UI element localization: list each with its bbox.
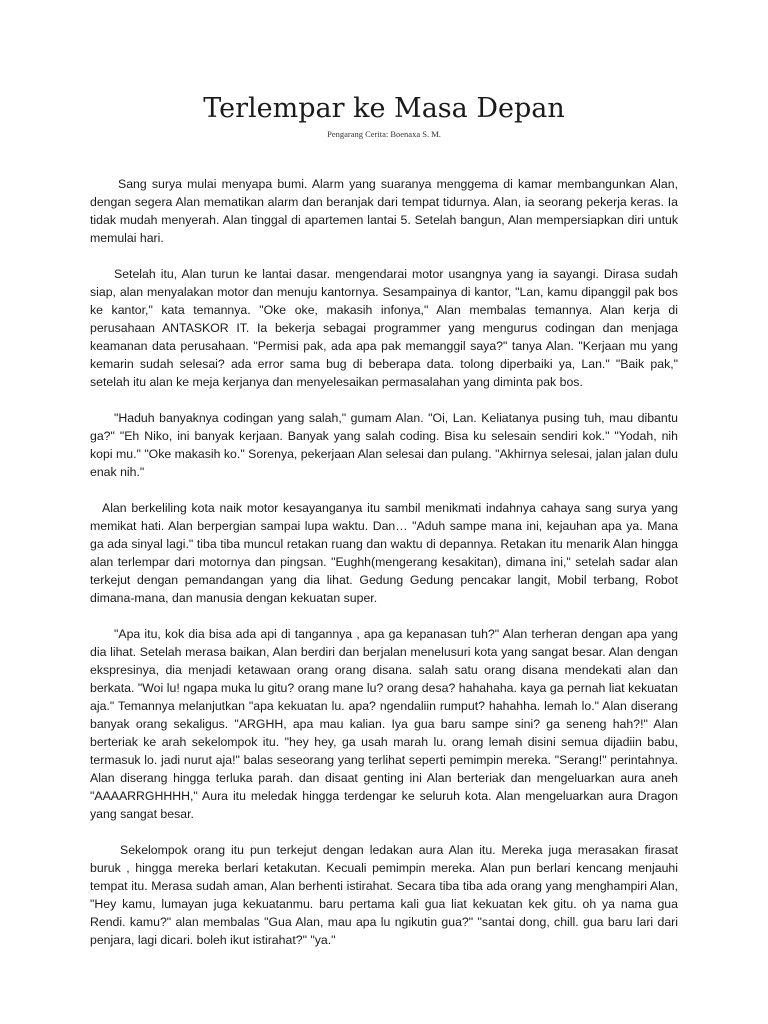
paragraph-3: "Haduh banyaknya codingan yang salah," gumam Alan. "Oi, Lan. Keliatanya pusing tuh, mau dibantu ga?" "Eh Niko, ini banyak kerjaan. Banyak yang salah coding. Bisa ku selesain sendiri kok." "Yodah, nih kopi mu." "Oke makasih ko." Sorenya, pekerjaan Alan selesai dan pulang. "Akhirnya selesai, jalan jalan dulu enak nih." bbox=[90, 411, 678, 479]
paragraph-5: "Apa itu, kok dia bisa ada api di tangannya , apa ga kepanasan tuh?" Alan terheran dengan apa yang dia lihat. Setelah merasa baikan, Alan berdiri dan berjalan menelusuri kota yang sangat besar. Alan dengan ekspresinya, dia menjadi ketawaan orang orang disana. salah satu orang disana mendekati alan dan berkata. "Woi lu! ngapa muka lu gitu? orang mane lu? orang desa? hahahaha. kaya ga pernah liat kekuatan aja." Temannya melanjutkan "apa kekuatan lu. apa? ngendaliin rumput? hahahha. lemah lo." Alan diserang banyak orang sekaligus. "ARGHH, apa mau kalian. Iya gua baru sampe sini? ga seneng hah?!" Alan berteriak ke arah sekelompok itu. "hey hey, ga usah marah lu. orang lemah disini semua dijadiin babu, termasuk lo. jadi nurut aja!" balas seseorang yang terlihat seperti pemimpin mereka. "Serang!" perintahnya. Alan diserang hingga terluka parah. dan disaat genting ini Alan berteriak dan mengeluarkan aura aneh "AAAARRGHHHH," Aura itu meledak hingga terdengar ke seluruh kota. Alan mengeluarkan aura Dragon yang sangat besar. bbox=[90, 627, 678, 821]
story-body bbox=[90, 175, 678, 949]
document-title: Terlempar ke Masa Depan bbox=[203, 93, 565, 124]
paragraph-1: Sang surya mulai menyapa bumi. Alarm yang suaranya menggema di kamar membangunkan Alan, dengan segera Alan mematikan alarm dan beranjak dari tempat tidurnya. Alan, ia seorang pekerja keras. Ia tidak mudah menyerah. Alan tinggal di apartemen lantai 5. Setelah bangun, Alan mempersiapkan diri untuk memulai hari. bbox=[90, 177, 678, 245]
paragraph-4: Alan berkeliling kota naik motor kesayanganya itu sambil menikmati indahnya cahaya sang surya yang memikat hati. Alan berpergian sampai lupa waktu. Dan… "Aduh sampe mana ini, kejauhan apa ya. Mana ga ada sinyal lagi." tiba tiba muncul retakan ruang dan waktu di depannya. Retakan itu menarik Alan hingga alan terlempar dari motornya dan pingsan. "Eughh(mengerang kesakitan), dimana ini," setelah sadar alan terkejut dengan pemandangan yang dia lihat. Gedung Gedung pencakar langit, Mobil terbang, Robot dimana-mana, dan manusia dengan kekuatan super. bbox=[90, 501, 678, 605]
author-line: Pengarang Cerita: Boenaxa S. M. bbox=[327, 129, 441, 139]
paragraph-2: Setelah itu, Alan turun ke lantai dasar. mengendarai motor usangnya yang ia sayangi. Dirasa sudah siap, alan menyalakan motor dan menuju kantornya. Sesampainya di kantor, "Lan, kamu dipanggil pak bos ke kantor," kata temannya. "Oke oke, makasih infonya," Alan membalas temannya. Alan kerja di perusahaan ANTASKOR IT. Ia bekerja sebagai programmer yang mengurus codingan dan menjaga keamanan data perusahaan. "Permisi pak, ada apa pak memanggil saya?" tanya Alan. "Kerjaan mu yang kemarin sudah selesai? ada error sama bug di beberapa data. tolong diperbaiki ya, Lan." "Baik pak," setelah itu alan ke meja kerjanya dan menyelesaikan permasalahan yang diminta pak bos. bbox=[90, 267, 678, 389]
paragraph-6: Sekelompok orang itu pun terkejut dengan ledakan aura Alan itu. Mereka juga merasakan firasat buruk , hingga mereka berlari ketakutan. Kecuali pemimpin mereka. Alan pun berlari kencang menjauhi tempat itu. Merasa sudah aman, Alan berhenti istirahat. Secara tiba tiba ada orang yang menghampiri Alan, "Hey kamu, lumayan juga kekuatanmu. baru pertama kali gua liat kekuatan kek gitu. oh ya nama gua Rendi. kamu?" alan membalas "Gua Alan, mau apa lu ngikutin gua?" "santai dong, chill. gua baru lari dari penjara, lagi dicari. boleh ikut istirahat?" "ya." bbox=[90, 843, 678, 947]
